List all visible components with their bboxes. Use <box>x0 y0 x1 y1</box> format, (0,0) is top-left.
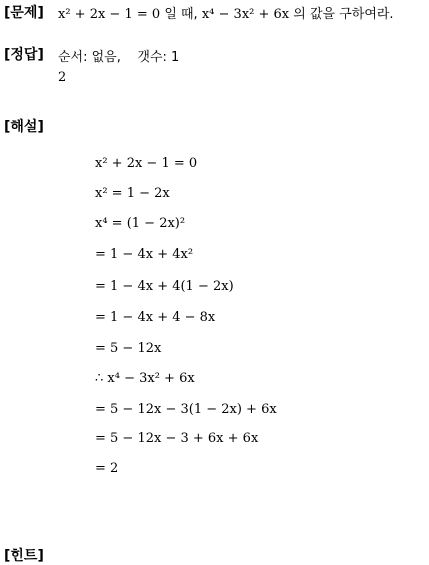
solution-step: = 5 − 12x − 3(1 − 2x) + 6x <box>95 402 277 417</box>
solution-step: ∴ x⁴ − 3x² + 6x <box>95 371 195 386</box>
solution-step: x² + 2x − 1 = 0 <box>95 156 198 171</box>
answer-meta: 순서: 없음, 갯수: 1 <box>58 50 180 65</box>
problem-statement <box>58 3 394 22</box>
problem-connector: 일 때, <box>164 7 198 22</box>
problem-expression: x⁴ − 3x² + 6x <box>201 7 290 22</box>
solution-step: = 5 − 12x <box>95 341 162 356</box>
problem-equation: x² + 2x − 1 = 0 <box>58 7 161 22</box>
solution-label: [해설] <box>4 119 44 135</box>
solution-step: x² = 1 − 2x <box>95 186 170 201</box>
solution-step: x⁴ = (1 − 2x)² <box>95 216 186 231</box>
answer-label: [정답] <box>4 47 44 63</box>
problem-ask: 의 값을 구하여라. <box>293 7 394 22</box>
solution-step: = 1 − 4x + 4x² <box>95 247 194 262</box>
solution-step: = 1 − 4x + 4 − 8x <box>95 310 216 325</box>
solution-step: = 5 − 12x − 3 + 6x + 6x <box>95 431 259 446</box>
hint-label: [힌트] <box>4 548 44 564</box>
problem-label: [문제] <box>4 5 44 21</box>
solution-step: = 2 <box>95 461 119 476</box>
answer-value: 2 <box>58 70 67 85</box>
solution-step: = 1 − 4x + 4(1 − 2x) <box>95 279 234 294</box>
